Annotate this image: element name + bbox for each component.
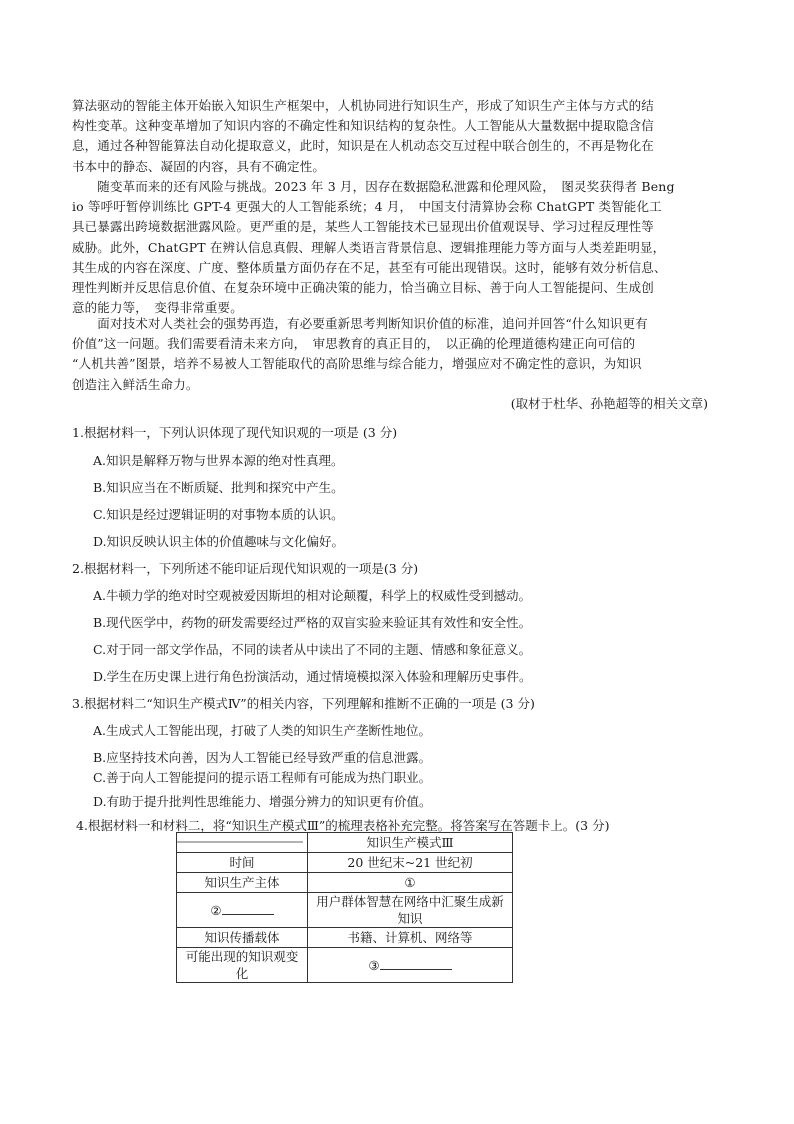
passage-line: 算法驱动的智能主体开始嵌入知识生产框架中，人机协同进行知识生产，形成了知识生产主体与方式的结 bbox=[72, 98, 654, 113]
passage-line: 威胁。此外，ChatGPT 在辨认信息真假、理解人类语言背景信息、逻辑推理能力等方面与人类差距明显， bbox=[72, 239, 666, 255]
table-label-line: 化 bbox=[235, 966, 249, 981]
table-row-label bbox=[177, 948, 308, 983]
table-row bbox=[177, 948, 513, 983]
table-row bbox=[177, 893, 513, 928]
passage-line: 面对技术对人类社会的强势再造，有必要重新思考判断知识价值的标准，追问并回答“什么知识更有 bbox=[72, 316, 648, 331]
table-row-label: 知识生产主体 bbox=[177, 873, 308, 893]
passage-line: 具已暴露出跨境数据泄露风险。更严重的是，某些人工智能技术已显现出价值观误导、学习过程反理性等 bbox=[72, 219, 654, 235]
table-value-line: 用户群体智慧在网络中汇聚生成新 bbox=[316, 894, 504, 909]
knowledge-mode-table bbox=[176, 832, 513, 983]
table-row-label: 知识传播载体 bbox=[177, 928, 308, 948]
blank-marker: ② bbox=[210, 902, 222, 918]
table-label-line: 可能出现的知识观变 bbox=[185, 949, 299, 964]
question-3-option-d[interactable]: D.有助于提升批判性思维能力、增强分辨力的知识更有价值。 bbox=[93, 794, 432, 809]
question-1-stem: 1.根据材料一，下列认识体现了现代知识观的一项是 (3 分) bbox=[72, 425, 398, 440]
question-2-option-a[interactable]: A.牛顿力学的绝对时空观被爱因斯坦的相对论颠覆，科学上的权威性受到撼动。 bbox=[93, 588, 532, 603]
table-row-value: 书籍、计算机、网络等 bbox=[308, 928, 513, 948]
blank-underline bbox=[222, 913, 274, 915]
table-row-value bbox=[308, 893, 513, 928]
passage-line: 随变革而来的还有风险与挑战。2023 年 3 月，因存在数据隐私泄露和伦理风险， 图灵奖获得者 Beng bbox=[72, 179, 675, 194]
table-row-label: 时间 bbox=[177, 853, 308, 873]
passage-line: 理性判断并反思信息价值、在复杂环境中正确决策的能力，恰当确立目标、善于向人工智能提问、生成创 bbox=[72, 280, 654, 296]
blank-underline bbox=[380, 968, 452, 970]
table-row bbox=[177, 873, 513, 893]
question-1-option-b[interactable]: B.知识应当在不断质疑、批判和探究中产生。 bbox=[93, 480, 344, 495]
table-row bbox=[177, 928, 513, 948]
passage-line: 价值”这一问题。我们需要看清未来方向， 审思教育的真正目的， 以正确的伦理道德构建正向可信的 bbox=[72, 336, 636, 352]
passage-line: 创造注入鲜活生命力。 bbox=[72, 376, 199, 392]
question-2-stem: 2.根据材料一，下列所述不能印证后现代知识观的一项是(3 分) bbox=[72, 561, 419, 576]
table-header-cell: 知识生产模式Ⅲ bbox=[308, 833, 513, 853]
question-2-option-b[interactable]: B.现代医学中，药物的研发需要经过严格的双盲实验来验证其有效性和安全性。 bbox=[93, 615, 532, 630]
question-4-stem: 4.根据材料一和材料二，将“知识生产模式Ⅲ”的梳理表格补充完整。将答案写在答题卡上。(3 分) bbox=[76, 818, 610, 833]
passage-paragraph-1 bbox=[72, 96, 724, 177]
passage-line: 构性变革。这种变革增加了知识内容的不确定性和知识结构的复杂性。人工智能从大量数据中提取隐含信 bbox=[72, 118, 654, 134]
answer-blank-1[interactable] bbox=[308, 873, 513, 893]
passage-line: 意的能力等， 变得非常重要。 bbox=[72, 300, 243, 316]
question-3-option-b[interactable]: B.应坚持技术向善，因为人工智能已经导致严重的信息泄露。 bbox=[93, 750, 432, 765]
question-3-option-a[interactable]: A.生成式人工智能出现，打破了人类的知识生产垄断性地位。 bbox=[93, 723, 432, 738]
question-1-option-a[interactable]: A.知识是解释万物与世界本源的绝对性真理。 bbox=[93, 453, 344, 468]
answer-blank-3[interactable] bbox=[308, 948, 513, 983]
table-corner-cell bbox=[177, 833, 308, 853]
passage-paragraph-2 bbox=[72, 177, 724, 318]
passage-line: 书本中的静态、凝固的内容，具有不确定性。 bbox=[72, 158, 326, 174]
blank-marker: ① bbox=[404, 875, 416, 890]
table-value-line: 知识 bbox=[397, 911, 423, 926]
passage-line: “人机共善”图景，培养不易被人工智能取代的高阶思维与综合能力，增强应对不确定性的意识，为知识 bbox=[72, 356, 642, 372]
question-1-option-d[interactable]: D.知识反映认识主体的价值趣味与文化偏好。 bbox=[93, 534, 345, 549]
question-2-option-c[interactable]: C.对于同一部文学作品，不同的读者从中读出了不同的主题、情感和象征意义。 bbox=[93, 642, 532, 657]
table-row bbox=[177, 853, 513, 873]
answer-blank-2[interactable] bbox=[177, 893, 308, 928]
blank-marker: ③ bbox=[368, 957, 380, 973]
passage-line: 息，通过各种智能算法自动化提取意义，此时，知识是在人机动态交互过程中联合创生的，不再是物化在 bbox=[72, 138, 654, 154]
passage-paragraph-3 bbox=[72, 314, 724, 395]
table-corner-line bbox=[177, 833, 303, 852]
question-3-option-c[interactable]: C.善于向人工智能提问的提示语工程师有可能成为热门职业。 bbox=[93, 770, 432, 785]
table-row-value: 20 世纪末~21 世纪初 bbox=[308, 853, 513, 873]
passage-line: 其生成的内容在深度、广度、整体质量方面仍存在不足，甚至有可能出现错误。这时，能够有效分析信息、 bbox=[72, 259, 667, 275]
question-3-stem: 3.根据材料二“知识生产模式Ⅳ”的相关内容，下列理解和推断不正确的一项是 (3 分) bbox=[72, 696, 535, 711]
table-header-row bbox=[177, 833, 513, 853]
question-2-option-d[interactable]: D.学生在历史课上进行角色扮演活动，通过情境模拟深入体验和理解历史事件。 bbox=[93, 669, 532, 684]
passage-line: io 等呼吁暂停训练比 GPT-4 更强大的人工智能系统；4 月， 中国支付清算协会称 ChatGPT 类智能化工 bbox=[72, 199, 662, 215]
question-1-option-c[interactable]: C.知识是经过逻辑证明的对事物本质的认识。 bbox=[93, 507, 344, 522]
passage-source: (取材于杜华、孙艳超等的相关文章) bbox=[510, 396, 708, 411]
